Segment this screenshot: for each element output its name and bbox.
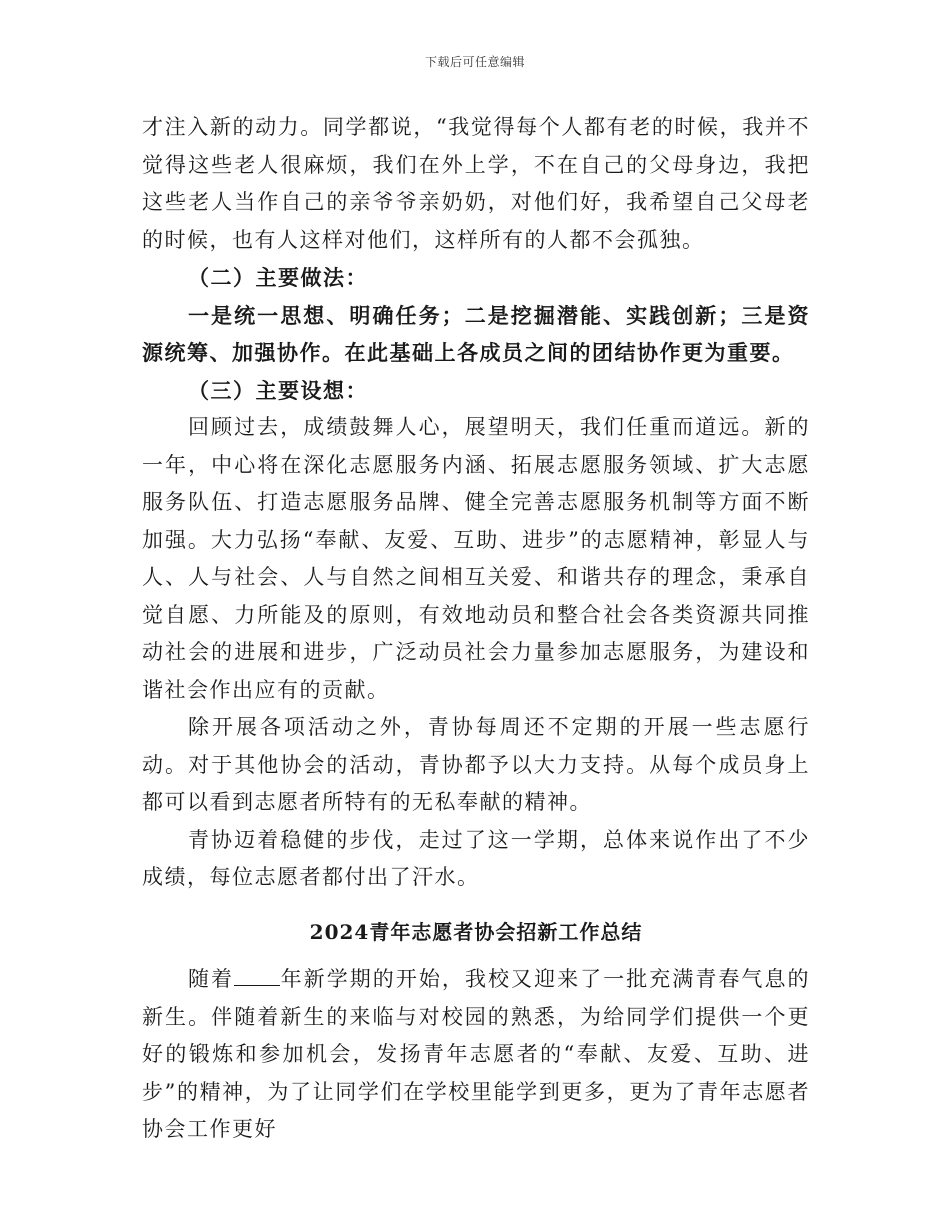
paragraph-activities: 除开展各项活动之外，青协每周还不定期的开展一些志愿行动。对于其他协会的活动，青协都予以大力支持。从每个成员身上都可以看到志愿者所特有的无私奉献的精神。 — [142, 715, 810, 814]
document-body — [142, 109, 810, 1149]
recruitment-text: 年新学期的开始，我校又迎来了一批充满青春气息的新生。伴随着新生的来临与对校园的熟悉，为给同学们提供一个更好的锻炼和参加机会，发扬青年志愿者的“奉献、友爱、互助、进步”的精神，为了让同学们在学校里能学到更多，更为了青年志愿者协会工作更好 — [142, 967, 811, 1141]
paragraph-summary: 青协迈着稳健的步伐，走过了这一学期，总体来说作出了不少成绩，每位志愿者都付出了汗水。 — [142, 827, 810, 889]
heading-main-plans: （三）主要设想： — [188, 377, 368, 403]
paragraph-continuation: 才注入新的动力。同学都说，“我觉得每个人都有老的时候，我并不觉得这些老人很麻烦，我们在外上学，不在自己的父母身边，我把这些老人当作自己的亲爷爷亲奶奶，对他们好，我希望自己父母老的时候，也有人这样对他们，这样所有的人都不会孤独。 — [142, 115, 810, 252]
paragraph-methods: 一是统一思想、明确任务；二是挖掘潜能、实践创新；三是资源统筹、加强协作。在此基础上各成员之间的团结协作更为重要。 — [142, 302, 810, 365]
paragraph-recruitment — [142, 961, 810, 1149]
page-header: 下载后可任意编辑 — [424, 55, 525, 69]
year-blank — [234, 963, 280, 986]
recruitment-lead: 随着 — [188, 967, 235, 991]
section-title: 2024青年志愿者协会招新工作总结 — [309, 919, 643, 944]
heading-main-methods: （二）主要做法： — [188, 265, 368, 290]
paragraph-plans: 回顾过去，成绩鼓舞人心，展望明天，我们任重而道远。新的一年，中心将在深化志愿服务内涵、拓展志愿服务领域、扩大志愿服务队伍、打造志愿服务品牌、健全完善志愿服务机制等方面不断加强。大力弘扬“奉献、友爱、互助、进步”的志愿精神，彰显人与人、人与社会、人与自然之间相互关爱、和谐共存的理念，秉承自觉自愿、力所能及的原则，有效地动员和整合社会各类资源共同推动社会的进展和进步，广泛动员社会力量参加志愿服务，为建设和谐社会作出应有的贡献。 — [142, 415, 810, 702]
